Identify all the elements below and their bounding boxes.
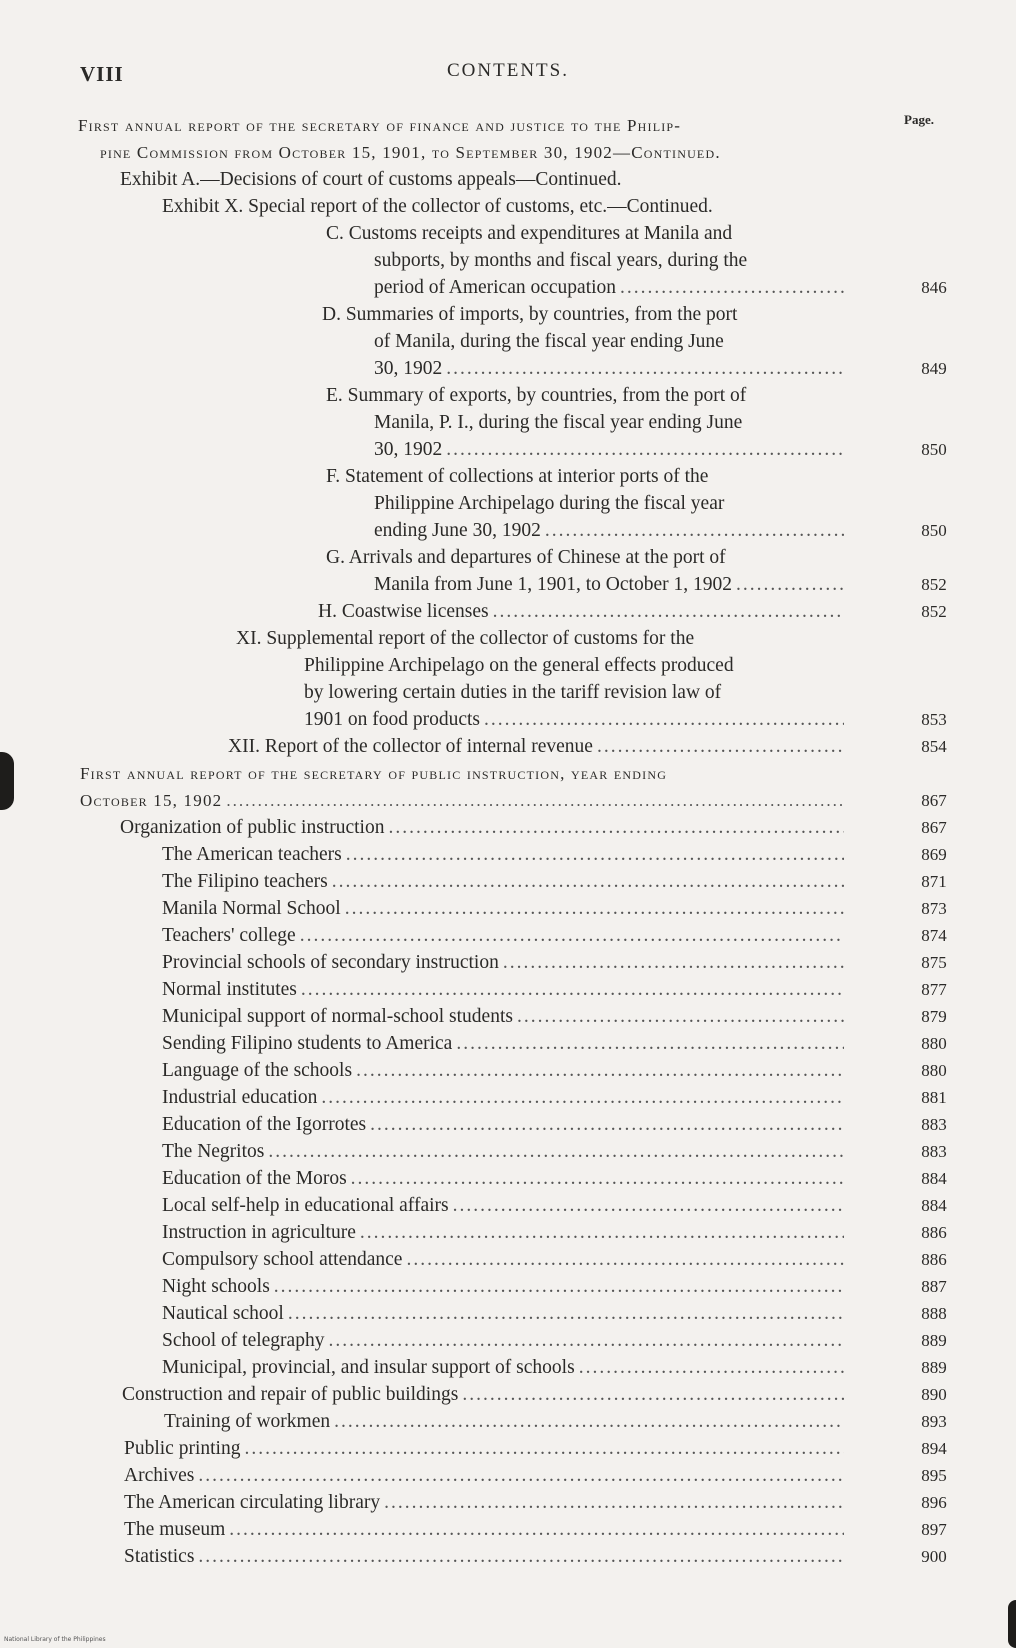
toc-entry-text: Language of the schools xyxy=(162,1060,353,1081)
toc-page-number: 888 xyxy=(921,1304,947,1323)
dot-leader xyxy=(274,1273,844,1300)
toc-entry-text: Compulsory school attendance xyxy=(162,1249,403,1270)
toc-entry xyxy=(0,1192,1016,1219)
dot-leader xyxy=(446,436,844,463)
toc-entry-line xyxy=(162,841,850,868)
toc-entry-line xyxy=(162,1246,850,1273)
toc-entry xyxy=(0,544,1016,598)
toc-entry xyxy=(0,625,1016,733)
toc-entry xyxy=(0,922,1016,949)
toc-entry xyxy=(0,1030,1016,1057)
toc-entry-line xyxy=(124,1543,850,1570)
toc-entry-text: Instruction in agriculture xyxy=(162,1222,356,1243)
toc-entry-line xyxy=(122,1381,850,1408)
toc-page-number: 889 xyxy=(921,1331,947,1350)
toc-page-number: 871 xyxy=(921,872,947,891)
toc-page-number: 900 xyxy=(921,1547,947,1566)
toc-entry xyxy=(0,1354,1016,1381)
toc-entry-line xyxy=(120,814,850,841)
scan-edge-mark-right xyxy=(1008,1600,1016,1648)
toc-entry-line: First annual report of the secretary of public instruction, year ending xyxy=(80,764,668,783)
toc-entry-line xyxy=(162,1030,850,1057)
toc-entry-line xyxy=(162,1192,850,1219)
dot-leader xyxy=(268,1138,844,1165)
toc-entry-text: Night schools xyxy=(162,1276,270,1297)
toc-page-number: 880 xyxy=(921,1061,947,1080)
toc-entry-text: Archives xyxy=(124,1465,195,1486)
toc-entry-line xyxy=(162,868,850,895)
toc-page-number: 884 xyxy=(921,1196,947,1215)
toc-entry-line xyxy=(124,1489,850,1516)
scan-edge-mark xyxy=(0,752,14,810)
toc-page-number: 867 xyxy=(921,818,947,837)
dot-leader xyxy=(332,868,844,895)
toc-entry-line: Manila, P. I., during the fiscal year ending June xyxy=(374,412,743,433)
dot-leader xyxy=(356,1057,844,1084)
dot-leader xyxy=(446,355,844,382)
toc-entry-line xyxy=(374,571,850,598)
dot-leader xyxy=(300,922,844,949)
toc-entry-text: Municipal, provincial, and insular support of schools xyxy=(162,1357,575,1378)
toc-entry xyxy=(0,1489,1016,1516)
toc-entry xyxy=(0,1165,1016,1192)
toc-entry-line xyxy=(124,1516,850,1543)
toc-entry-line: pine Commission from October 15, 1901, to September 30, 1902—Continued. xyxy=(100,143,721,162)
toc-entry xyxy=(0,301,1016,382)
toc-entry xyxy=(0,841,1016,868)
dot-leader xyxy=(484,706,844,733)
toc-entry-text: 30, 1902 xyxy=(374,358,443,379)
toc-entry xyxy=(0,112,1016,166)
toc-entry-line: by lowering certain duties in the tariff revision law of xyxy=(304,682,722,703)
toc-entry-line xyxy=(162,1084,850,1111)
dot-leader xyxy=(453,1192,844,1219)
toc-entry xyxy=(0,1300,1016,1327)
toc-entry-line xyxy=(162,1111,850,1138)
running-title: CONTENTS. xyxy=(447,60,569,81)
dot-leader xyxy=(517,1003,844,1030)
toc-page-number: 850 xyxy=(921,521,947,540)
toc-entry xyxy=(0,463,1016,544)
toc-entry-text: 30, 1902 xyxy=(374,439,443,460)
toc-entry-text: The Negritos xyxy=(162,1141,265,1162)
toc-entry-line xyxy=(162,1273,850,1300)
toc-entry-line: XI. Supplemental report of the collector of customs for the xyxy=(236,628,695,649)
toc-page-number: 880 xyxy=(921,1034,947,1053)
toc-entry-line xyxy=(124,1462,850,1489)
toc-entry-text: Education of the Moros xyxy=(162,1168,347,1189)
dot-leader xyxy=(345,895,844,922)
dot-leader xyxy=(736,571,844,598)
toc-entry-line: Philippine Archipelago during the fiscal year xyxy=(374,493,725,514)
toc-page-number: 896 xyxy=(921,1493,947,1512)
page-folio: VIII xyxy=(80,62,124,86)
dot-leader xyxy=(406,1246,844,1273)
toc-entry-line xyxy=(162,1003,850,1030)
dot-leader xyxy=(360,1219,844,1246)
toc-entry xyxy=(0,1543,1016,1570)
toc-page-number: 854 xyxy=(921,737,947,756)
toc-entry-text: October 15, 1902 xyxy=(80,791,223,810)
toc-page-number: 894 xyxy=(921,1439,947,1458)
toc-entry-text: Nautical school xyxy=(162,1303,284,1324)
toc-entry-line xyxy=(374,274,850,301)
dot-leader xyxy=(321,1084,844,1111)
toc-entry-line xyxy=(162,1300,850,1327)
toc-entry xyxy=(0,1273,1016,1300)
toc-entry xyxy=(0,1057,1016,1084)
dot-leader xyxy=(198,1543,844,1570)
toc-entry-text: The American circulating library xyxy=(124,1492,381,1513)
toc-entry-text: The museum xyxy=(124,1519,226,1540)
dot-leader xyxy=(384,1489,844,1516)
dot-leader xyxy=(456,1030,844,1057)
dot-leader xyxy=(334,1408,844,1435)
toc-page-number: 867 xyxy=(921,791,947,810)
toc-entry-line xyxy=(124,1435,850,1462)
toc-entry xyxy=(0,1408,1016,1435)
toc-entry xyxy=(0,1246,1016,1273)
dot-leader xyxy=(288,1300,844,1327)
toc-entry-line xyxy=(164,1408,850,1435)
toc-entry-line: Philippine Archipelago on the general effects produced xyxy=(304,655,734,676)
toc-entry xyxy=(0,1003,1016,1030)
toc-entry-line xyxy=(162,949,850,976)
toc-page-number: 883 xyxy=(921,1115,947,1134)
toc-entry-text: Sending Filipino students to America xyxy=(162,1033,453,1054)
toc-entry-text: Provincial schools of secondary instruction xyxy=(162,952,499,973)
toc-entry-line xyxy=(162,1354,850,1381)
toc-entry-line: of Manila, during the fiscal year ending June xyxy=(374,331,724,352)
toc-entry-line xyxy=(304,706,850,733)
toc-entry xyxy=(0,868,1016,895)
toc-entry-text: The American teachers xyxy=(162,844,342,865)
toc-entry-text: Statistics xyxy=(124,1546,195,1567)
toc-entry xyxy=(0,1327,1016,1354)
toc-entry-text: Education of the Igorrotes xyxy=(162,1114,367,1135)
toc-entry-line xyxy=(80,787,850,814)
toc-entry-line xyxy=(162,895,850,922)
toc-entry-line xyxy=(228,733,850,760)
toc-entry xyxy=(0,1111,1016,1138)
toc-entry xyxy=(0,1219,1016,1246)
page-column-label: Page. xyxy=(904,112,934,127)
toc-entry-line xyxy=(374,517,850,544)
toc-entry-text: Teachers' college xyxy=(162,925,296,946)
toc-page-number: 890 xyxy=(921,1385,947,1404)
toc-page-number: 887 xyxy=(921,1277,947,1296)
toc-entry-line xyxy=(162,1219,850,1246)
toc-entry-line: subports, by months and fiscal years, during the xyxy=(374,250,748,271)
dot-leader xyxy=(328,1327,844,1354)
toc-entry-text: XII. Report of the collector of internal revenue xyxy=(228,736,593,757)
toc-entry xyxy=(0,1381,1016,1408)
toc-page-number: 884 xyxy=(921,1169,947,1188)
toc-entry xyxy=(0,166,1016,193)
toc-entry-text: Local self-help in educational affairs xyxy=(162,1195,449,1216)
footer-note: National Library of the Philippines xyxy=(4,1636,106,1643)
toc-page-number: 849 xyxy=(921,359,947,378)
toc-entry xyxy=(0,598,1016,625)
toc-entry-line: Exhibit A.—Decisions of court of customs appeals—Continued. xyxy=(120,169,622,190)
toc-page-number: 852 xyxy=(921,602,947,621)
dot-leader xyxy=(351,1165,844,1192)
toc-entry-text: Manila Normal School xyxy=(162,898,341,919)
toc-page-number: 886 xyxy=(921,1223,947,1242)
dot-leader xyxy=(462,1381,844,1408)
toc-entry-text: Organization of public instruction xyxy=(120,817,385,838)
toc-entry-line xyxy=(318,598,850,625)
dot-leader xyxy=(198,1462,844,1489)
dot-leader xyxy=(226,787,844,814)
toc-entry xyxy=(0,949,1016,976)
toc-entry-text: Municipal support of normal-school students xyxy=(162,1006,513,1027)
toc-entry-line: F. Statement of collections at interior ports of the xyxy=(326,466,709,487)
toc-entry-text: Training of workmen xyxy=(164,1411,331,1432)
toc-entry-line xyxy=(162,976,850,1003)
toc-entry-text: 1901 on food products xyxy=(304,709,481,730)
toc-entry xyxy=(0,220,1016,301)
toc-entry-line xyxy=(162,1327,850,1354)
dot-leader xyxy=(503,949,844,976)
toc-entry xyxy=(0,733,1016,760)
toc-entry xyxy=(0,1435,1016,1462)
toc-entry xyxy=(0,1138,1016,1165)
toc-entry xyxy=(0,382,1016,463)
dot-leader xyxy=(620,274,844,301)
toc-page-number: 895 xyxy=(921,1466,947,1485)
toc-page-number: 869 xyxy=(921,845,947,864)
toc-entry xyxy=(0,1516,1016,1543)
toc-entry-line xyxy=(374,355,850,382)
dot-leader xyxy=(545,517,844,544)
dot-leader xyxy=(579,1354,844,1381)
toc-page-number: 875 xyxy=(921,953,947,972)
toc-page-number: 850 xyxy=(921,440,947,459)
toc-entry-line xyxy=(162,922,850,949)
toc-page-number: 881 xyxy=(921,1088,947,1107)
toc-entry-line: Exhibit X. Special report of the collector of customs, etc.—Continued. xyxy=(162,196,713,217)
dot-leader xyxy=(301,976,844,1003)
toc-entry-line xyxy=(162,1165,850,1192)
toc-entry xyxy=(0,1462,1016,1489)
dot-leader xyxy=(244,1435,844,1462)
dot-leader xyxy=(493,598,844,625)
toc-entry-text: The Filipino teachers xyxy=(162,871,328,892)
toc-page-number: 879 xyxy=(921,1007,947,1026)
toc-page-number: 873 xyxy=(921,899,947,918)
toc-entry-text: period of American occupation xyxy=(374,277,617,298)
toc-entry-line: C. Customs receipts and expenditures at Manila and xyxy=(326,223,733,244)
toc-entry xyxy=(0,1084,1016,1111)
dot-leader xyxy=(229,1516,844,1543)
toc-entry-text: H. Coastwise licenses xyxy=(318,601,489,622)
toc-page-number: 846 xyxy=(921,278,947,297)
toc-entry-text: Construction and repair of public buildings xyxy=(122,1384,459,1405)
toc-page-number: 877 xyxy=(921,980,947,999)
toc-entry-line xyxy=(374,436,850,463)
toc-entry xyxy=(0,814,1016,841)
table-of-contents xyxy=(0,112,1016,1570)
toc-entry-line: G. Arrivals and departures of Chinese at the port of xyxy=(326,547,726,568)
toc-entry xyxy=(0,976,1016,1003)
toc-entry-text: Manila from June 1, 1901, to October 1, 1902 xyxy=(374,574,732,595)
toc-entry-text: Normal institutes xyxy=(162,979,297,1000)
toc-entry-text: School of telegraphy xyxy=(162,1330,325,1351)
toc-page-number: 852 xyxy=(921,575,947,594)
dot-leader xyxy=(597,733,844,760)
toc-entry xyxy=(0,193,1016,220)
dot-leader xyxy=(388,814,844,841)
toc-entry-text: Public printing xyxy=(124,1438,241,1459)
toc-page-number: 886 xyxy=(921,1250,947,1269)
toc-entry xyxy=(0,760,1016,814)
toc-entry-text: ending June 30, 1902 xyxy=(374,520,541,541)
toc-entry-line: E. Summary of exports, by countries, from the port of xyxy=(326,385,747,406)
toc-page-number: 897 xyxy=(921,1520,947,1539)
toc-entry-line xyxy=(162,1057,850,1084)
toc-page-number: 893 xyxy=(921,1412,947,1431)
toc-page-number: 874 xyxy=(921,926,947,945)
toc-page-number: 853 xyxy=(921,710,947,729)
dot-leader xyxy=(346,841,844,868)
toc-entry-line: D. Summaries of imports, by countries, from the port xyxy=(322,304,738,325)
dot-leader xyxy=(370,1111,844,1138)
toc-entry-line xyxy=(162,1138,850,1165)
toc-page-number: 883 xyxy=(921,1142,947,1161)
toc-page-number: 889 xyxy=(921,1358,947,1377)
toc-entry-line: First annual report of the secretary of finance and justice to the Philip- xyxy=(78,116,682,135)
toc-entry xyxy=(0,895,1016,922)
toc-entry-text: Industrial education xyxy=(162,1087,318,1108)
